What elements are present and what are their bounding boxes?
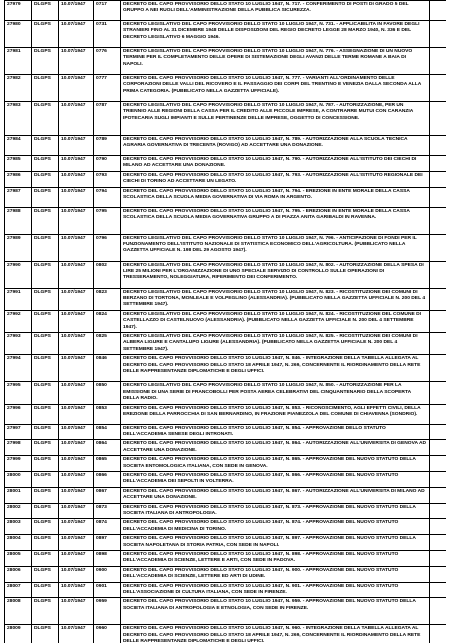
decree-description: DECRETO DEL CAPO PROVVISORIO DELLO STATO 10 LUGLIO 1947, N. 789. - AUTORIZZAZIONE ALLA SCUOLA TECNICA AGRARIA GOVERNATIVA DI TRECENTA (ROVIGO) AD ACCETTARE UNA DONAZIONE. (121, 136, 430, 156)
empty-cell (430, 487, 447, 503)
table-row (5, 566, 447, 582)
table-row (5, 598, 447, 625)
decree-number: 28008 (5, 598, 32, 625)
decree-date: 10.07/1947 (59, 187, 94, 207)
table-row (5, 519, 447, 535)
table-row (5, 382, 447, 404)
decree-type: DLGPS (32, 503, 59, 519)
empty-cell (430, 102, 447, 136)
table-row (5, 456, 447, 472)
decree-code: 0824 (94, 310, 121, 332)
decree-code: 0853 (94, 404, 121, 424)
decree-date: 10.07/1947 (59, 156, 94, 172)
decree-description: DECRETO DEL CAPO PROVVISORIO DELLO STATO 10 LUGLIO 1947, N. 901. - APPROVAZIONE DEL NUOVO STATUTO DELL'ASSOCIAZIONE DI CULTURA ITALIANA, CON SEDE IN FIRENZE. (121, 582, 430, 598)
decree-type: DLGPS (32, 355, 59, 382)
decree-type: DLGPS (32, 424, 59, 440)
decree-description: DECRETO LEGISLATIVO DEL CAPO PROVVISORIO DELLO STATO 10 LUGLIO 1947, N. 802. - AUTORIZZAZIONE DELLA SPESA DI LIRE 25 MILIONI PER L'ORGANIZZAZIONE DI UNO SPECIALE SERVIZIO DI CONTROLLO SULLE OPERAZIONI DI TRESSERAMENTO, NOLEGGIATURA, RIFERIMENTO DEI CONFERIMENTO. (121, 261, 430, 288)
decree-code: 0787 (94, 102, 121, 136)
decree-date: 10.07/1947 (59, 288, 94, 310)
decree-number: 27991 (5, 288, 32, 310)
empty-cell (430, 404, 447, 424)
decree-type: DLGPS (32, 1, 59, 21)
table-row (5, 625, 447, 643)
decree-number: 27997 (5, 424, 32, 440)
decree-type: DLGPS (32, 566, 59, 582)
decree-description: DECRETO DEL CAPO PROVVISORIO DELLO STATO 10 LUGLIO 1947, N. 793. - AUTORIZZAZIONE ALL'ISTITUTO REGIONALE DEI CIECHI DI TORINO AD ACCETTARE UN LEGATO. (121, 171, 430, 187)
decree-number: 27989 (5, 234, 32, 261)
decree-date: 10.07/1947 (59, 382, 94, 404)
decree-type: DLGPS (32, 519, 59, 535)
decree-description: DECRETO DEL CAPO PROVVISORIO DELLO STATO 10 LUGLIO 1947, N. 854. - APPROVAZIONE DELLO STATUTO DELL'ACCADEMIA SENESE DEGLI INTRONATI. (121, 424, 430, 440)
decree-description: DECRETO LEGISLATIVO DEL CAPO PROVVISORIO DELLO STATO 10 LUGLIO 1947, N. 787. - AUTORIZZAZIONE, PER UN TRIENNIO ALLE REGIONI DELLA CASSA PER IL CREDITO ALLE PICCOLE IMPRESE, A CONTRARRE MUTUI CON CARANZIA IPOTECARIA SUGLI IMPIANTI E SULLE PERTINENZE DELLE IMPRESE, OGGETTO DI CONCESSIONE. (121, 102, 430, 136)
empty-cell (430, 288, 447, 310)
decree-type: DLGPS (32, 48, 59, 75)
decree-type: DLGPS (32, 582, 59, 598)
decree-number: 28000 (5, 471, 32, 487)
decree-description: DECRETO DEL CAPO PROVVISORIO DELLO STATO 10 LUGLIO 1947, N. 866. - APPROVAZIONE DEL NUOVO STATUTO DELL'ACCADEMIA DEI SEPOLTI IN VOLTERRA. (121, 471, 430, 487)
decree-type: DLGPS (32, 21, 59, 48)
decree-number: 27980 (5, 21, 32, 48)
decree-code: 0865 (94, 456, 121, 472)
empty-cell (430, 598, 447, 625)
empty-cell (430, 440, 447, 456)
table-row (5, 102, 447, 136)
decree-date: 10.07/1947 (59, 440, 94, 456)
decree-number: 28003 (5, 519, 32, 535)
decree-date: 10.07/1947 (59, 1, 94, 21)
decree-number: 27983 (5, 102, 32, 136)
decree-number: 28005 (5, 551, 32, 567)
decree-date: 10.07/1947 (59, 598, 94, 625)
empty-cell (430, 582, 447, 598)
empty-cell (430, 310, 447, 332)
decree-date: 10.07/1947 (59, 404, 94, 424)
decree-description: DECRETO LEGISLATIVO DEL CAPO PROVVISORIO DELLO STATO 10 LUGLIO 1947, N. 850. - AUTORIZZAZIONE PER LA EMISSIONE DI UNA SERIE DI FRANCOBOLLI PER POSTA AEREA CELEBRATIVI DEL CINQUANTENARIO DELLA SCOPERTA DELLA RADIO. (121, 382, 430, 404)
decree-code: 0850 (94, 382, 121, 404)
empty-cell (430, 234, 447, 261)
decree-number: 27985 (5, 156, 32, 172)
decree-code: 0777 (94, 75, 121, 102)
table-row (5, 582, 447, 598)
decree-code: 0795 (94, 207, 121, 234)
decree-number: 27993 (5, 333, 32, 355)
decree-date: 10.07/1947 (59, 625, 94, 643)
decree-number: 27995 (5, 382, 32, 404)
decree-type: DLGPS (32, 75, 59, 102)
decree-number: 27992 (5, 310, 32, 332)
empty-cell (430, 207, 447, 234)
decree-number: 27984 (5, 136, 32, 156)
decree-number: 28004 (5, 535, 32, 551)
decree-date: 10.07/1947 (59, 503, 94, 519)
decree-description: DECRETO DEL CAPO PROVVISORIO DELLO STATO 10 LUGLIO 1947, N. 897. - APPROVAZIONE DEL NUOVO STATUTO DELLA SOCIETA NAPOLETANA DI STORIA PATRIA, CON SEDE IN NAPOLI. (121, 535, 430, 551)
empty-cell (430, 136, 447, 156)
decree-description: DECRETO LEGISLATIVO DEL CAPO PROVVISORIO DELLO STATO 10 LUGLIO 1947, N. 824. - RICOSTITUZIONE DEL COMUNE DI CASTELLAZZO DI CASTELNUOVO (ALESSANDRIA). (PUBBLICATO NELLA GAZZETTA UFFICIALE N. 200 DEL 4 SETTEMBRE 1947). (121, 310, 430, 332)
table-row (5, 21, 447, 48)
decree-number: 27988 (5, 207, 32, 234)
decree-description: DECRETO DEL CAPO PROVVISORIO DELLO STATO 10 LUGLIO 1947, N. 867. - AUTORIZZAZIONE ALL'UNIVERSITA DI MILANO AD ACCETTARE UNA DONAZIONE. (121, 487, 430, 503)
table-row (5, 48, 447, 75)
empty-cell (430, 48, 447, 75)
decree-type: DLGPS (32, 187, 59, 207)
table-row (5, 333, 447, 355)
decree-type: DLGPS (32, 136, 59, 156)
decree-date: 10.07/1947 (59, 471, 94, 487)
decree-date: 10.07/1947 (59, 171, 94, 187)
decree-description: DECRETO DEL CAPO PROVVISORIO DELLO STATO 10 LUGLIO 1947, N. 794. - EREZIONE IN ENTE MORALE DELLA CASSA SCOLASTICA DELLA SCUOLA MEDIA GOVERNATIVA DI VIA ROMA IN ARGENTO. (121, 187, 430, 207)
decree-type: DLGPS (32, 288, 59, 310)
empty-cell (430, 75, 447, 102)
decree-code: 0776 (94, 48, 121, 75)
decree-date: 10.07/1947 (59, 75, 94, 102)
decree-code: 0897 (94, 535, 121, 551)
decree-description: DECRETO DEL CAPO PROVVISORIO DELLO STATO 10 LUGLIO 1947, N. 853. - RICONOSCIMENTO, AGLI EFFETTI CIVILI, DELLA EREZIONE DELLA PARROCCHIA DI SAN BERNARDINO, IN FRAZIONE PIANEZZOLA DEL COMUNE DI CHIAVENNA (SONDRIO). (121, 404, 430, 424)
decree-number: 27998 (5, 440, 32, 456)
decree-date: 10.07/1947 (59, 310, 94, 332)
decree-code: 0802 (94, 261, 121, 288)
empty-cell (430, 171, 447, 187)
decree-description: DECRETO DEL CAPO PROVVISORIO DELLO STATO 10 LUGLIO 1947, N. 795. - EREZIONE IN ENTE MORALE DELLA CASSA SCOLASTICA DELLA SCUOLA MEDIA GOVERNATIVA GRUPPO A DI PIAZZA ANITA GARIBALDI IN RAVENNA. (121, 207, 430, 234)
table-row (5, 207, 447, 234)
decree-number: 27982 (5, 75, 32, 102)
decree-number: 28001 (5, 487, 32, 503)
decree-code: 0864 (94, 440, 121, 456)
decree-description: DECRETO LEGISLATIVO DEL CAPO PROVVISORIO DELLO STATO 10 LUGLIO 1947, N. 823. - RICOSTITUZIONE DEI COMUNI DI BERZANO DI TORTONA, MONLEALE E VOLPEGLINO (ALESSANDRIA). (PUBBLICATO NELLA GAZZETTA UFFICIALE N. 200 DEL 4 SETTEMBRE 1947). (121, 288, 430, 310)
decree-table (4, 0, 446, 643)
decree-description: DECRETO DEL CAPO PROVVISORIO DELLO STATO 10 LUGLIO 1947, N. 959. - APPROVAZIONE DEL NUOVO STATUTO DELLA SOCIETA ITALIANA DI ANTROPOLOGIA E ETNOLOGIA, CON SEDE IN FIRENZE. (121, 598, 430, 625)
empty-cell (430, 333, 447, 355)
empty-cell (430, 424, 447, 440)
decree-description: DECRETO DEL CAPO PROVVISORIO DELLO STATO 10 LUGLIO 1947, N. 960. - INTEGRAZIONE DELLA TABELLA ALLEGATA AL DECRETO DEL CAPO PROVVISORIO DELLO STATO 18 APRILE 1947, N. 269, CONCERNENTE IL RIORDINAMENTO DELLA RETE DELLE RAPPRESENTANZE DIPLOMATICHE E DEGLI UFFICI. (121, 625, 430, 643)
decree-type: DLGPS (32, 102, 59, 136)
table-row (5, 424, 447, 440)
table-row (5, 404, 447, 424)
decree-date: 10.07/1947 (59, 333, 94, 355)
empty-cell (430, 625, 447, 643)
table-row (5, 187, 447, 207)
decree-type: DLGPS (32, 598, 59, 625)
decree-code: 0901 (94, 582, 121, 598)
decree-description: DECRETO DEL CAPO PROVVISORIO DELLO STATO 10 LUGLIO 1947, N. 864. - AUTORIZZAZIONE ALL'UNIVERSITA DI GENOVA AD ACCETTARE UNA DONAZIONE. (121, 440, 430, 456)
decree-description: DECRETO DEL CAPO PROVVISORIO DELLO STATO 10 LUGLIO 1947, N. 900. - APPROVAZIONE DEL NUOVO STATUTO DELL'ACCADEMIA DI SCIENZE, LETTERE ED ARTI DI UDINE. (121, 566, 430, 582)
decree-type: DLGPS (32, 471, 59, 487)
decree-number: 27994 (5, 355, 32, 382)
decree-type: DLGPS (32, 310, 59, 332)
decree-date: 10.07/1947 (59, 566, 94, 582)
decree-type: DLGPS (32, 404, 59, 424)
decree-type: DLGPS (32, 207, 59, 234)
decree-description: DECRETO LEGISLATIVO DEL CAPO PROVVISORIO DELLO STATO 10 LUGLIO 1947, N. 825. - RICOSTITUZIONE DEI COMUNI DI ALBERA LIGURE E CANTALUPO LIGURE (ALESSANDRIA). (PUBBLICATO NELLA GAZZETTA UFFICIALE N. 200 DEL 4 SETTEMBRE 1947). (121, 333, 430, 355)
empty-cell (430, 551, 447, 567)
decree-date: 10.07/1947 (59, 261, 94, 288)
table-row (5, 503, 447, 519)
decree-code: 0867 (94, 487, 121, 503)
decree-table-page (4, 0, 446, 643)
decree-code: 0823 (94, 288, 121, 310)
empty-cell (430, 503, 447, 519)
decree-number: 27981 (5, 48, 32, 75)
decree-number: 27979 (5, 1, 32, 21)
decree-type: DLGPS (32, 234, 59, 261)
decree-number: 28009 (5, 625, 32, 643)
decree-number: 28002 (5, 503, 32, 519)
decree-type: DLGPS (32, 382, 59, 404)
table-row (5, 234, 447, 261)
decree-date: 10.07/1947 (59, 487, 94, 503)
decree-code: 0731 (94, 21, 121, 48)
table-row (5, 440, 447, 456)
decree-description: DECRETO LEGISLATIVO DEL CAPO PROVVISORIO DELLO STATO 10 LUGLIO 1947, N. 776. - ASSEGNAZIONE DI UN NUOVO TERMINE PER IL COMPLETAMENTO DELLE OPERE DI SISTEMAZIONE DEGLI AVANZI DELLE TERME ROMANE A BAIA DI NAPOLI. (121, 48, 430, 75)
empty-cell (430, 456, 447, 472)
decree-date: 10.07/1947 (59, 535, 94, 551)
decree-date: 10.07/1947 (59, 207, 94, 234)
table-row (5, 75, 447, 102)
decree-description: DECRETO DEL CAPO PROVVISORIO DELLO STATO 10 LUGLIO 1947, N. 790. - AUTORIZZAZIONE ALL'ISTITUTO DEI CIECHI DI MILANO AD ACCETTARE UNA DONAZIONE. (121, 156, 430, 172)
decree-code: 0898 (94, 551, 121, 567)
decree-type: DLGPS (32, 487, 59, 503)
decree-number: 28006 (5, 566, 32, 582)
table-row (5, 261, 447, 288)
decree-number: 27999 (5, 456, 32, 472)
decree-number: 27990 (5, 261, 32, 288)
decree-description: DECRETO DEL CAPO PROVVISORIO DELLO STATO 10 LUGLIO 1947, N. 846. - INTEGRAZIONE DELLA TABELLA ALLEGATA AL DECRETO DEL CAPO PROVVISORIO DELLO STATO 18 APRILE 1947, N. 269, CONCERNENTE IL RIORDINAMENTO DELLA RETE DELLE RAPPRESENTANZE DIPLOMATICHE E DEGLI UFFICI. (121, 355, 430, 382)
empty-cell (430, 187, 447, 207)
empty-cell (430, 382, 447, 404)
decree-type: DLGPS (32, 625, 59, 643)
decree-type: DLGPS (32, 171, 59, 187)
decree-code: 0717 (94, 1, 121, 21)
decree-description: DECRETO DEL CAPO PROVVISORIO DELLO STATO 10 LUGLIO 1947, N. 873. - APPROVAZIONE DEL NUOVO STATUTO DELLA SOCIETA ITALIANA DI ANTROPOLOGIA. (121, 503, 430, 519)
decree-code: 0874 (94, 519, 121, 535)
decree-code: 0873 (94, 503, 121, 519)
decree-date: 10.07/1947 (59, 48, 94, 75)
decree-type: DLGPS (32, 456, 59, 472)
decree-date: 10.07/1947 (59, 424, 94, 440)
empty-cell (430, 566, 447, 582)
empty-cell (430, 355, 447, 382)
table-row (5, 471, 447, 487)
decree-code: 0866 (94, 471, 121, 487)
decree-code: 0793 (94, 171, 121, 187)
empty-cell (430, 261, 447, 288)
decree-description: DECRETO DEL CAPO PROVVISORIO DELLO STATO 10 LUGLIO 1947, N. 777. - VARIANTI ALL'ORDINAMENTO DELLE CORPORAZIONI DELLE VALLI DEL RICOVERO E IL PASSAGGIO DEI CORPI DEL TRENTINO E VENEZIA DALLA SECONDA ALLA PRIMA CATEGORIA. (PUBBLICATO NELLA GAZZETTA UFFICIALE). (121, 75, 430, 102)
table-row (5, 136, 447, 156)
decree-date: 10.07/1947 (59, 355, 94, 382)
decree-code: 0960 (94, 625, 121, 643)
decree-type: DLGPS (32, 551, 59, 567)
decree-type: DLGPS (32, 261, 59, 288)
decree-description: DECRETO DEL CAPO PROVVISORIO DELLO STATO 10 LUGLIO 1947, N. 874. - APPROVAZIONE DEL NUOVO STATUTO DELL'ACCADEMIA DI MEDICINA DI TORINO. (121, 519, 430, 535)
decree-date: 10.07/1947 (59, 102, 94, 136)
table-row (5, 171, 447, 187)
empty-cell (430, 519, 447, 535)
decree-code: 0794 (94, 187, 121, 207)
decree-number: 27987 (5, 187, 32, 207)
table-row (5, 535, 447, 551)
empty-cell (430, 156, 447, 172)
empty-cell (430, 535, 447, 551)
decree-description: DECRETO DEL CAPO PROVVISORIO DELLO STATO 10 LUGLIO 1947, N. 898. - APPROVAZIONE DEL NUOVO STATUTO DELL'ACCADEMIA DI SCIENZE, LETTERE E ARTI, CON SEDE IN PADOVA. (121, 551, 430, 567)
decree-description: DECRETO DEL CAPO PROVVISORIO DELLO STATO 10 LUGLIO 1947, N. 717. - CONFERIMENTO DI POSTI DI GRADO 5 DEL GRUPPO A NEI RUOLI DELL'AMMINISTRAZIONE DELLA PUBBLICA SICUREZZA. (121, 1, 430, 21)
decree-code: 0854 (94, 424, 121, 440)
decree-type: DLGPS (32, 535, 59, 551)
empty-cell (430, 21, 447, 48)
decree-code: 0846 (94, 355, 121, 382)
decree-type: DLGPS (32, 440, 59, 456)
table-row (5, 288, 447, 310)
decree-number: 27986 (5, 171, 32, 187)
table-row (5, 1, 447, 21)
decree-date: 10.07/1947 (59, 551, 94, 567)
decree-date: 10.07/1947 (59, 136, 94, 156)
table-row (5, 355, 447, 382)
table-row (5, 310, 447, 332)
decree-description: DECRETO DEL CAPO PROVVISORIO DELLO STATO 10 LUGLIO 1947, N. 865. - APPROVAZIONE DEL NUOVO STATUTO DELLA SOCIETA ENTOMOLOGICA ITALIANA, CON SEDE IN GENOVA. (121, 456, 430, 472)
decree-date: 10.07/1947 (59, 456, 94, 472)
decree-date: 10.07/1947 (59, 234, 94, 261)
decree-code: 0959 (94, 598, 121, 625)
table-row (5, 551, 447, 567)
table-row (5, 487, 447, 503)
decree-code: 0790 (94, 156, 121, 172)
decree-type: DLGPS (32, 156, 59, 172)
decree-date: 10.07/1947 (59, 519, 94, 535)
decree-code: 0900 (94, 566, 121, 582)
decree-code: 0825 (94, 333, 121, 355)
decree-date: 10.07/1947 (59, 582, 94, 598)
empty-cell (430, 1, 447, 21)
decree-description: DECRETO LEGISLATIVO DEL CAPO PROVVISORIO DELLO STATO 10 LUGLIO 1947, N. 731. - APPLICABILITA IN FAVORE DEGLI STRANIERI FINO AL 31 DICEMBRE 1948 DELLE DISPOSIZIONI DEL REGIO DECRETO LEGGE 28 MARZO 1940, N. 336 E DEL DECRETO LEGISLATIVO 6 MAGGIO 1946. (121, 21, 430, 48)
decree-number: 27996 (5, 404, 32, 424)
decree-date: 10.07/1947 (59, 21, 94, 48)
decree-code: 0789 (94, 136, 121, 156)
decree-code: 0796 (94, 234, 121, 261)
decree-description: DECRETO LEGISLATIVO DEL CAPO PROVVISORIO DELLO STATO 10 LUGLIO 1947, N. 796. - ANTICIPAZIONE DI FONDI PER IL FUNZIONAMENTO DELL'ISTITUTO NAZIONALE DI STATISTICA ECONOMICO DELL'AGRICOLTURA. (PUBBLICATO NELLA GAZZETTA UFFICIALE N. 198 DEL 29 AGOSTO 1947). (121, 234, 430, 261)
table-row (5, 156, 447, 172)
decree-number: 28007 (5, 582, 32, 598)
decree-table-body (5, 1, 447, 643)
decree-type: DLGPS (32, 333, 59, 355)
empty-cell (430, 471, 447, 487)
